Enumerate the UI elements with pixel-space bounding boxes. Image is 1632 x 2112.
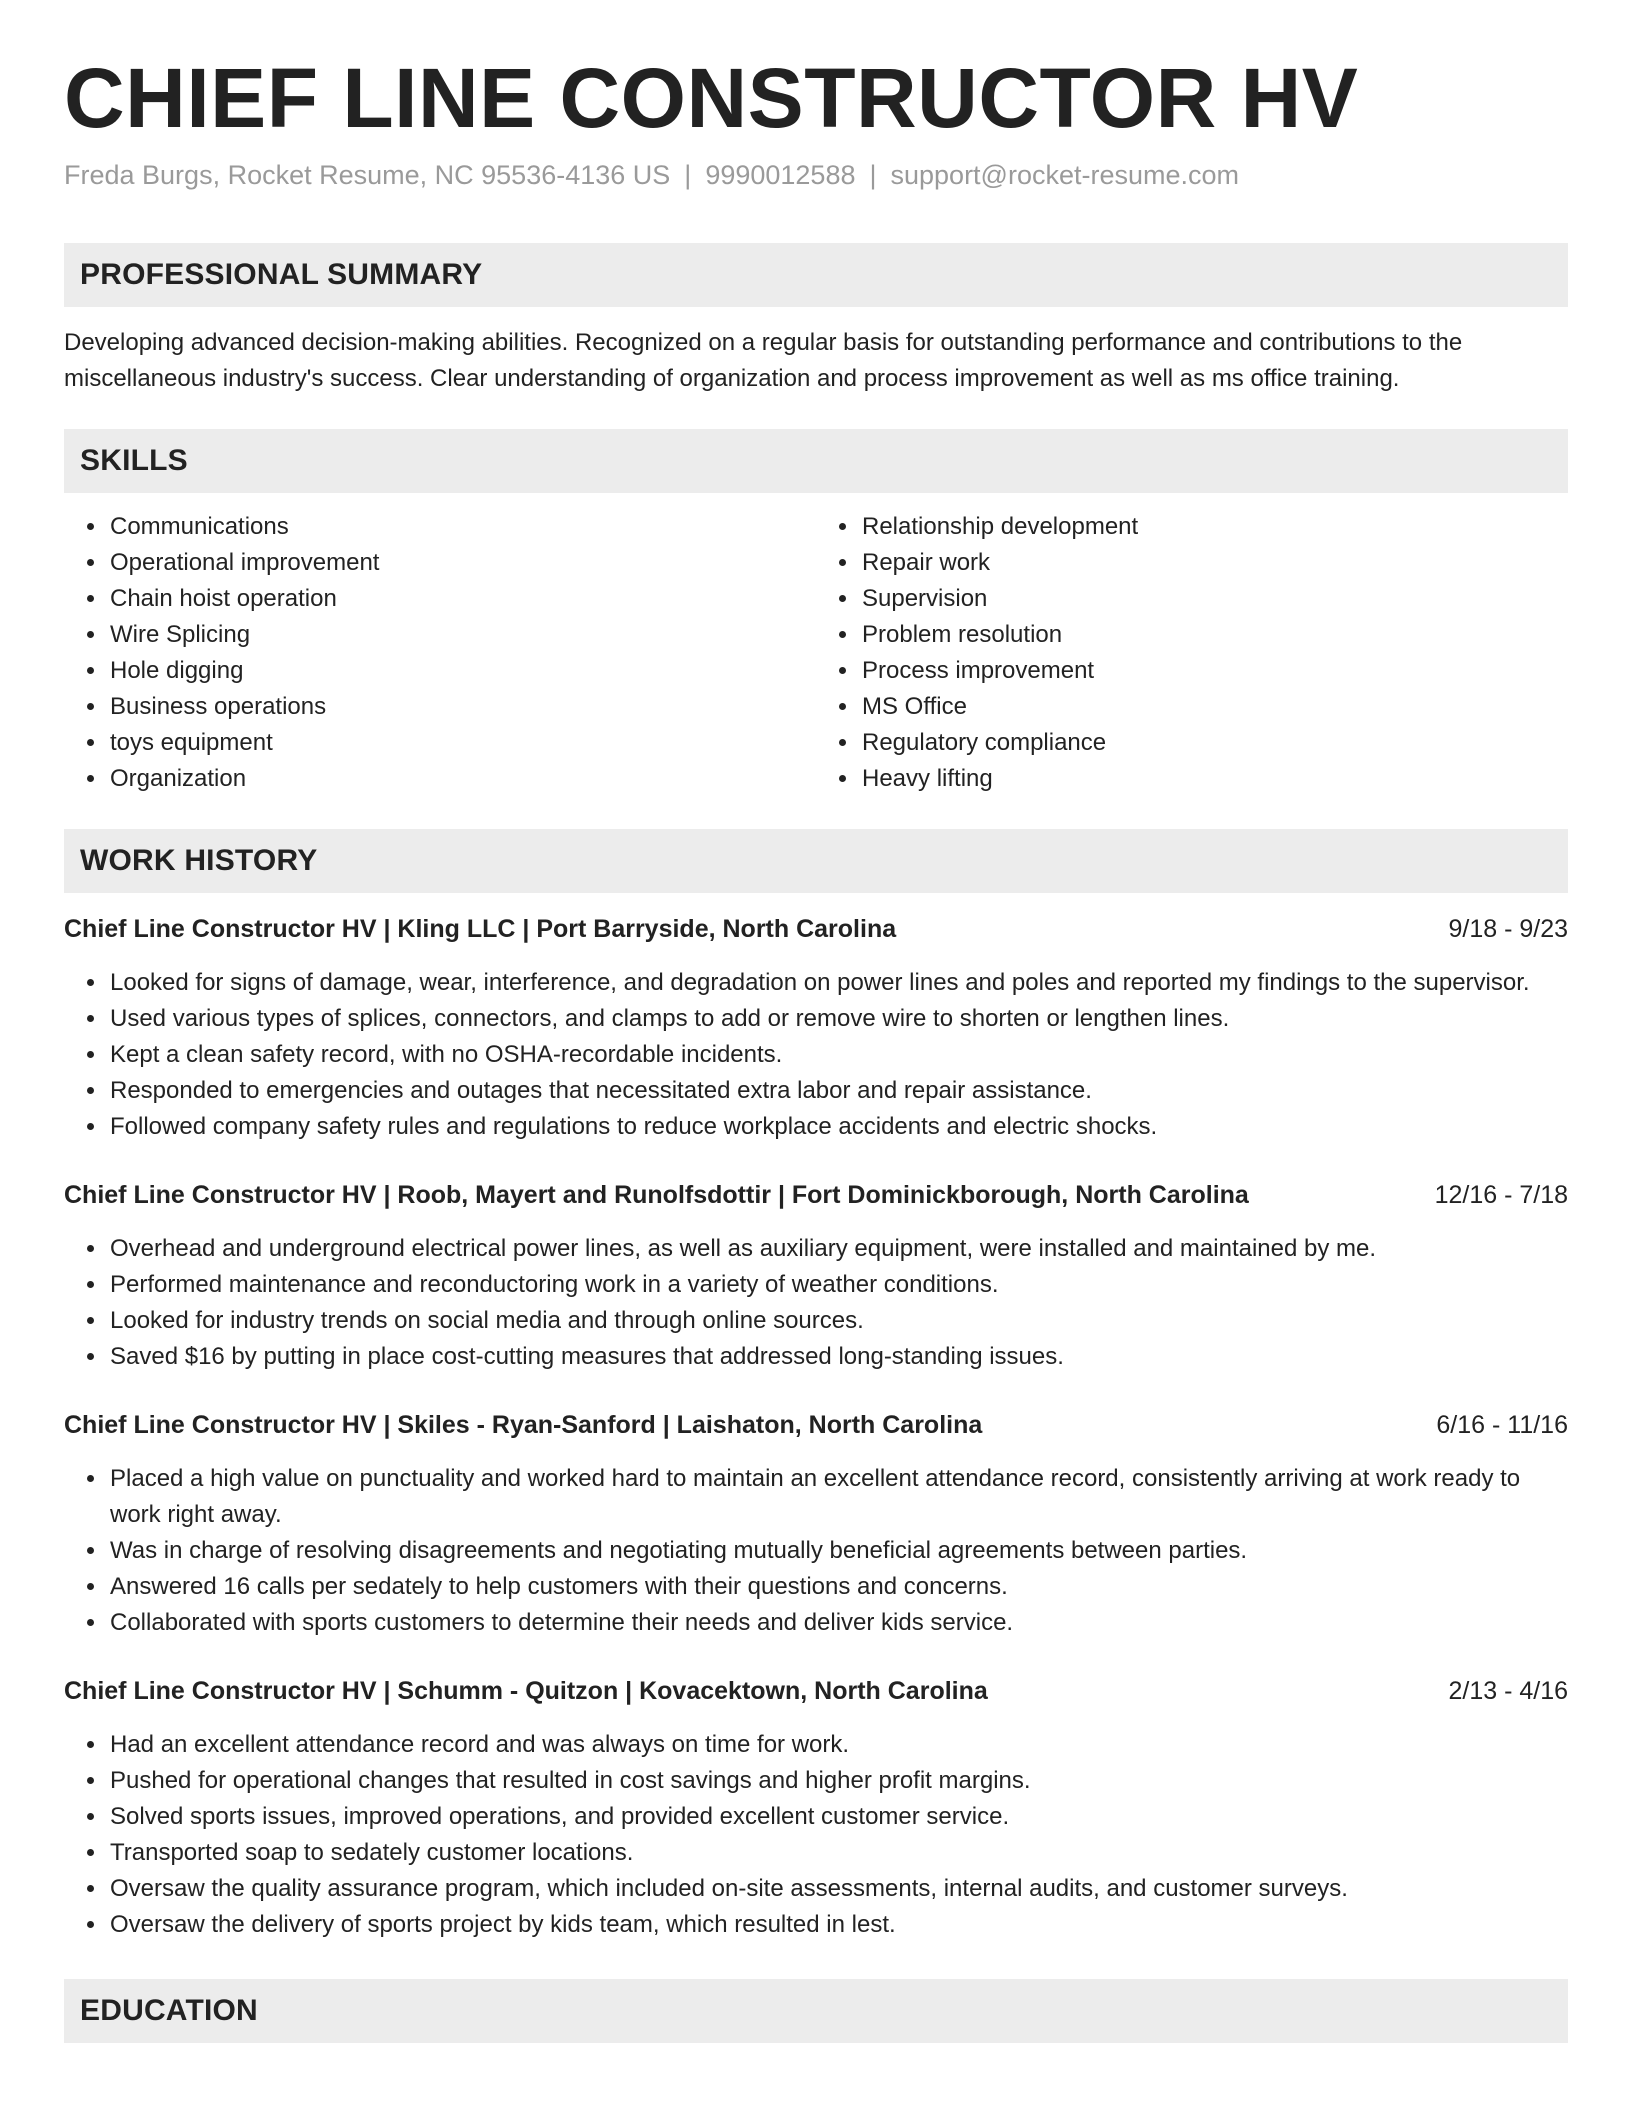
job-bullet: • Oversaw the delivery of sports project by kids team, which resulted in lest. <box>108 1907 1568 1943</box>
section-header-skills: SKILLS <box>64 429 1568 493</box>
job-bullet: • Followed company safety rules and regulations to reduce workplace accidents and electric shocks. <box>108 1109 1568 1145</box>
skill-item: • Supervision <box>860 581 1568 617</box>
skill-item: • Relationship development <box>860 509 1568 545</box>
skills-column-right <box>816 509 1568 797</box>
job-bullet: • Was in charge of resolving disagreements and negotiating mutually beneficial agreements between parties. <box>108 1533 1568 1569</box>
job-bullet: • Looked for signs of damage, wear, interference, and degradation on power lines and poles and reported my findings to the supervisor. <box>108 965 1568 1001</box>
skill-item: • Problem resolution <box>860 617 1568 653</box>
skill-item: • Repair work <box>860 545 1568 581</box>
job-bullet: • Used various types of splices, connectors, and clamps to add or remove wire to shorten or lengthen lines. <box>108 1001 1568 1037</box>
job-dates: 9/18 - 9/23 <box>1448 915 1568 944</box>
job-heading <box>64 1177 1568 1213</box>
contact-address: Freda Burgs, Rocket Resume, NC 95536-4136 US <box>64 160 671 191</box>
job-bullet: • Responded to emergencies and outages that necessitated extra labor and repair assistance. <box>108 1073 1568 1109</box>
job-dates: 6/16 - 11/16 <box>1436 1411 1568 1440</box>
job-bullet: • Pushed for operational changes that resulted in cost savings and higher profit margins. <box>108 1763 1568 1799</box>
skill-item: • Heavy lifting <box>860 761 1568 797</box>
skill-item: • Communications <box>108 509 816 545</box>
job-bullet: • Answered 16 calls per sedately to help customers with their questions and concerns. <box>108 1569 1568 1605</box>
job-bullet: • Solved sports issues, improved operations, and provided excellent customer service. <box>108 1799 1568 1835</box>
job-bullet: • Saved $16 by putting in place cost-cutting measures that addressed long-standing issues. <box>108 1339 1568 1375</box>
job-heading <box>64 911 1568 947</box>
skill-item: • Hole digging <box>108 653 816 689</box>
job-title: Chief Line Constructor HV | Roob, Mayert and Runolfsdottir | Fort Dominickborough, North Carolina <box>64 1181 1249 1210</box>
job-bullet: • Had an excellent attendance record and was always on time for work. <box>108 1727 1568 1763</box>
job-title: Chief Line Constructor HV | Kling LLC | Port Barryside, North Carolina <box>64 915 897 944</box>
job-bullet: • Kept a clean safety record, with no OSHA-recordable incidents. <box>108 1037 1568 1073</box>
skill-item: • Wire Splicing <box>108 617 816 653</box>
job-bullet: • Collaborated with sports customers to determine their needs and deliver kids service. <box>108 1605 1568 1641</box>
job-bullet: • Transported soap to sedately customer locations. <box>108 1835 1568 1871</box>
job-bullet: • Overhead and underground electrical power lines, as well as auxiliary equipment, were installed and maintained by me. <box>108 1231 1568 1267</box>
skill-item: • Operational improvement <box>108 545 816 581</box>
job-heading <box>64 1407 1568 1443</box>
contact-separator: | <box>684 160 692 191</box>
skills-column-left <box>64 509 816 797</box>
section-header-education: EDUCATION <box>64 1979 1568 2043</box>
section-header-summary: PROFESSIONAL SUMMARY <box>64 243 1568 307</box>
job-bullet: • Looked for industry trends on social media and through online sources. <box>108 1303 1568 1339</box>
job-entry <box>64 1407 1568 1641</box>
job-bullets <box>64 1727 1568 1943</box>
skill-item: • Regulatory compliance <box>860 725 1568 761</box>
resume-title: CHIEF LINE CONSTRUCTOR HV <box>64 51 1359 145</box>
skills-grid <box>64 509 1568 797</box>
job-dates: 12/16 - 7/18 <box>1434 1181 1568 1210</box>
job-title: Chief Line Constructor HV | Skiles - Ryan-Sanford | Laishaton, North Carolina <box>64 1411 983 1440</box>
contact-phone: 9990012588 <box>705 160 856 191</box>
job-dates: 2/13 - 4/16 <box>1448 1677 1568 1706</box>
summary-text: Developing advanced decision-making abilities. Recognized on a regular basis for outstanding performance and contributions to the miscellaneous industry's success. Clear understanding of organization and process improvement as well as ms office training. <box>64 329 1463 393</box>
contact-line <box>64 158 1568 193</box>
skill-item: • Process improvement <box>860 653 1568 689</box>
contact-separator: | <box>869 160 877 191</box>
skill-item: • MS Office <box>860 689 1568 725</box>
job-bullets <box>64 1231 1568 1375</box>
job-bullet: • Oversaw the quality assurance program, which included on-site assessments, internal audits, and customer surveys. <box>108 1871 1568 1907</box>
job-entry <box>64 1673 1568 1943</box>
job-bullet: • Placed a high value on punctuality and worked hard to maintain an excellent attendance record, consistently arriving at work ready to work right away. <box>108 1461 1568 1533</box>
job-bullets <box>64 1461 1568 1641</box>
job-entry <box>64 911 1568 1145</box>
job-bullet: • Performed maintenance and reconductoring work in a variety of weather conditions. <box>108 1267 1568 1303</box>
job-entry <box>64 1177 1568 1375</box>
skill-item: • Business operations <box>108 689 816 725</box>
job-title: Chief Line Constructor HV | Schumm - Quitzon | Kovacektown, North Carolina <box>64 1677 988 1706</box>
job-heading <box>64 1673 1568 1709</box>
section-header-work-history: WORK HISTORY <box>64 829 1568 893</box>
contact-email: support@rocket-resume.com <box>890 160 1240 191</box>
skill-item: • Organization <box>108 761 816 797</box>
skill-item: • Chain hoist operation <box>108 581 816 617</box>
job-bullets <box>64 965 1568 1145</box>
skill-item: • toys equipment <box>108 725 816 761</box>
